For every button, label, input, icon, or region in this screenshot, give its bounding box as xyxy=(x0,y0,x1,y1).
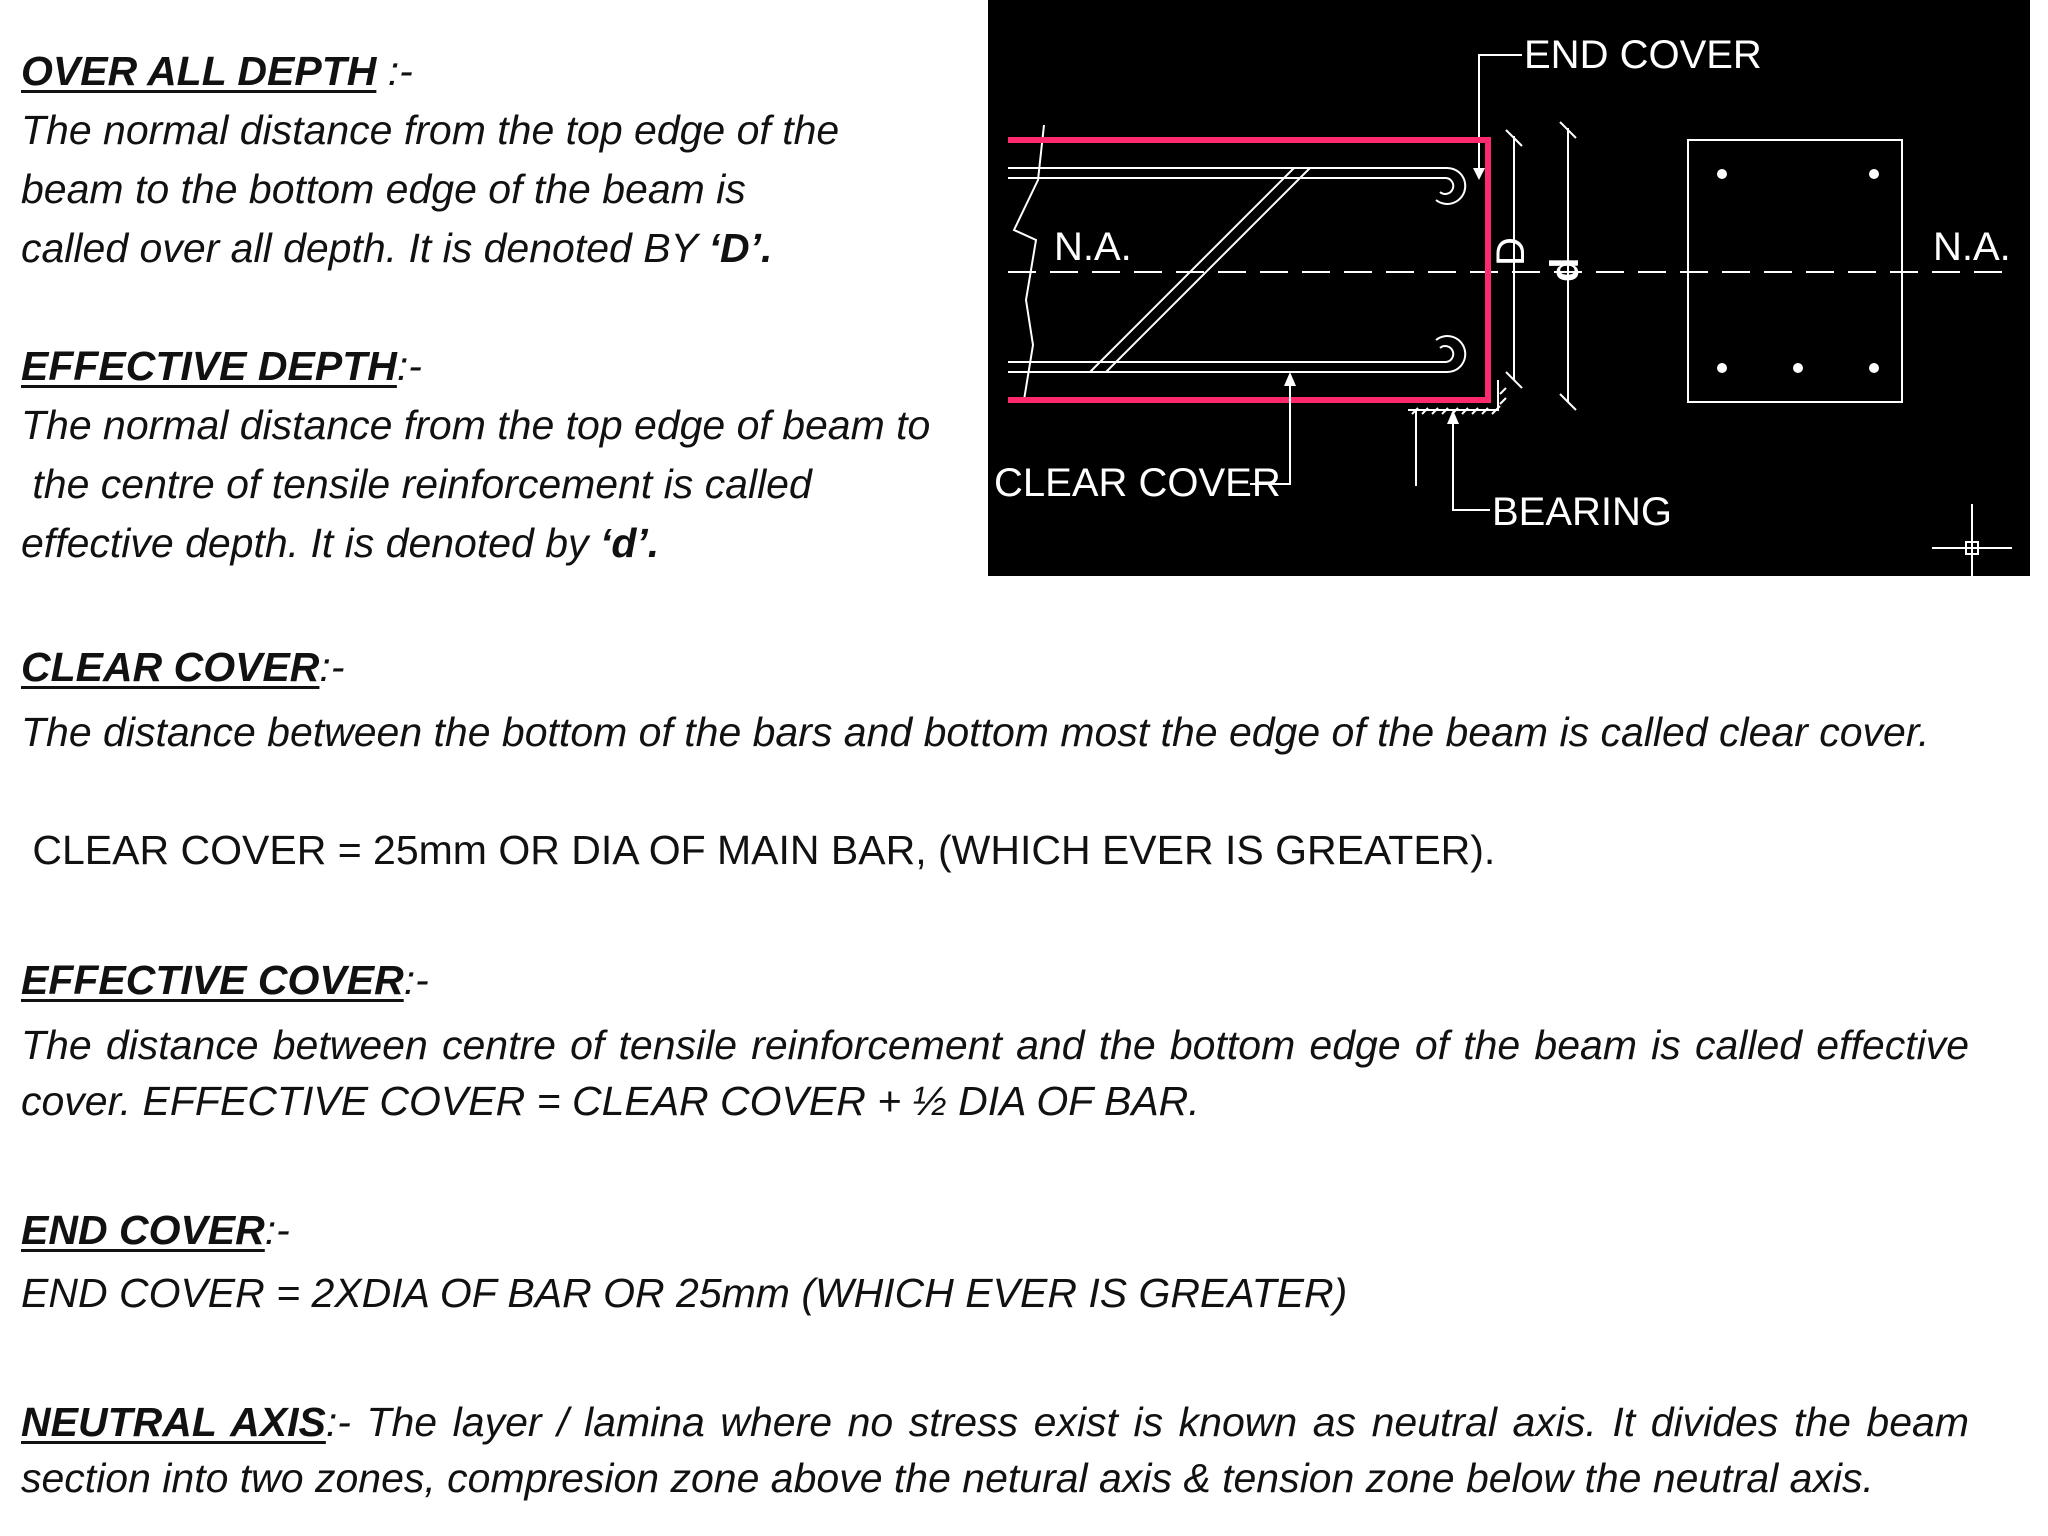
end-cover-heading: END COVER xyxy=(21,1207,265,1253)
clear-cover-arrowhead xyxy=(1284,372,1296,386)
label-end-cover: END COVER xyxy=(1524,33,1762,77)
label-bearing: BEARING xyxy=(1492,490,1673,534)
bottom-bar-dot-left xyxy=(1717,363,1727,373)
label-na-right: N.A. xyxy=(1933,225,2011,269)
dim-small-d-symbol xyxy=(1543,258,1587,282)
beam-section-diagram xyxy=(988,0,2030,576)
top-bar-dot-left xyxy=(1717,169,1727,179)
effective-depth-heading: EFFECTIVE DEPTH xyxy=(21,343,397,389)
effective-cover-heading-line xyxy=(21,951,429,1010)
dim-d-symbol xyxy=(1489,237,1533,266)
effective-cover-heading: EFFECTIVE COVER xyxy=(21,957,404,1003)
bearing-support xyxy=(1408,380,1498,410)
effective-depth-block xyxy=(21,337,981,573)
label-d-big: D xyxy=(1489,237,1533,266)
overall-depth-line-3 xyxy=(21,219,961,278)
top-bar-hook xyxy=(1436,168,1465,204)
top-bar-dot-right xyxy=(1869,169,1879,179)
neutral-axis-heading: NEUTRAL AXIS xyxy=(21,1399,326,1445)
overall-depth-symbol: ‘D’. xyxy=(708,225,773,271)
effective-depth-line-3 xyxy=(21,514,981,573)
clear-cover-formula: CLEAR COVER = 25mm OR DIA OF MAIN BAR, (WHICH EVER IS GREATER). xyxy=(21,827,1496,873)
overall-depth-line-1: The normal distance from the top edge of the xyxy=(21,107,840,153)
clear-cover-heading-line xyxy=(21,638,344,697)
clear-cover-heading: CLEAR COVER xyxy=(21,644,320,690)
cad-crosshair-icon xyxy=(1932,504,2012,576)
end-cover-arrowhead xyxy=(1473,168,1485,180)
bearing-arrowhead xyxy=(1447,410,1459,424)
bottom-bar-dot-right xyxy=(1869,363,1879,373)
effective-depth-symbol: ‘d’. xyxy=(599,520,660,566)
bottom-bar-hook xyxy=(1436,336,1465,372)
overall-depth-line-2: beam to the bottom edge of the beam is xyxy=(21,166,746,212)
effective-depth-line-3-text: effective depth. It is denoted by xyxy=(21,520,600,566)
bottom-bar-dot-middle xyxy=(1793,363,1803,373)
effective-depth-line-2: the centre of tensile reinforcement is called xyxy=(21,461,812,507)
neutral-axis-text: The layer / lamina where no stress exist is known as neutral axis. It divides the beam section into two zones, compresion zone above the netural axis & tension zone below the neutral axis. xyxy=(21,1399,1969,1501)
clear-cover-heading-suffix: :- xyxy=(319,644,345,690)
clear-cover-text: The distance between the bottom of the bars and bottom most the edge of the beam is called clear cover. xyxy=(21,709,1930,755)
bearing-leader xyxy=(1453,418,1490,510)
effective-depth-line-1: The normal distance from the top edge of beam to xyxy=(21,402,931,448)
overall-depth-heading: OVER ALL DEPTH xyxy=(21,48,377,94)
overall-depth-heading-suffix: :- xyxy=(376,48,413,94)
bent-bar-line-2 xyxy=(1106,168,1310,372)
overall-depth-heading-line xyxy=(21,42,961,101)
bent-bar-line-1 xyxy=(1090,168,1294,372)
effective-depth-heading-suffix: :- xyxy=(396,343,422,389)
end-cover-heading-line xyxy=(21,1201,290,1260)
effective-depth-heading-line xyxy=(21,337,981,396)
label-na-left: N.A. xyxy=(1054,225,1132,269)
effective-cover-text: The distance between centre of tensile reinforcement and the bottom edge of the beam is called effective cover. EFFECTIVE COVER = CLEAR COVER + ½ DIA OF BAR. xyxy=(21,1022,1969,1124)
neutral-axis-heading-suffix: :- xyxy=(325,1399,351,1445)
label-clear-cover: CLEAR COVER xyxy=(994,461,1281,505)
beam-section-svg xyxy=(988,0,2030,576)
overall-depth-line-3-text: called over all depth. It is denoted BY xyxy=(21,225,709,271)
neutral-axis-paragraph xyxy=(21,1394,1969,1506)
label-d-small: d xyxy=(1543,257,1587,282)
end-cover-heading-suffix: :- xyxy=(264,1207,290,1253)
effective-cover-heading-suffix: :- xyxy=(403,957,429,1003)
end-cover-formula: END COVER = 2XDIA OF BAR OR 25mm (WHICH EVER IS GREATER) xyxy=(21,1270,1348,1316)
break-line xyxy=(1014,125,1044,400)
overall-depth-block xyxy=(21,42,961,278)
